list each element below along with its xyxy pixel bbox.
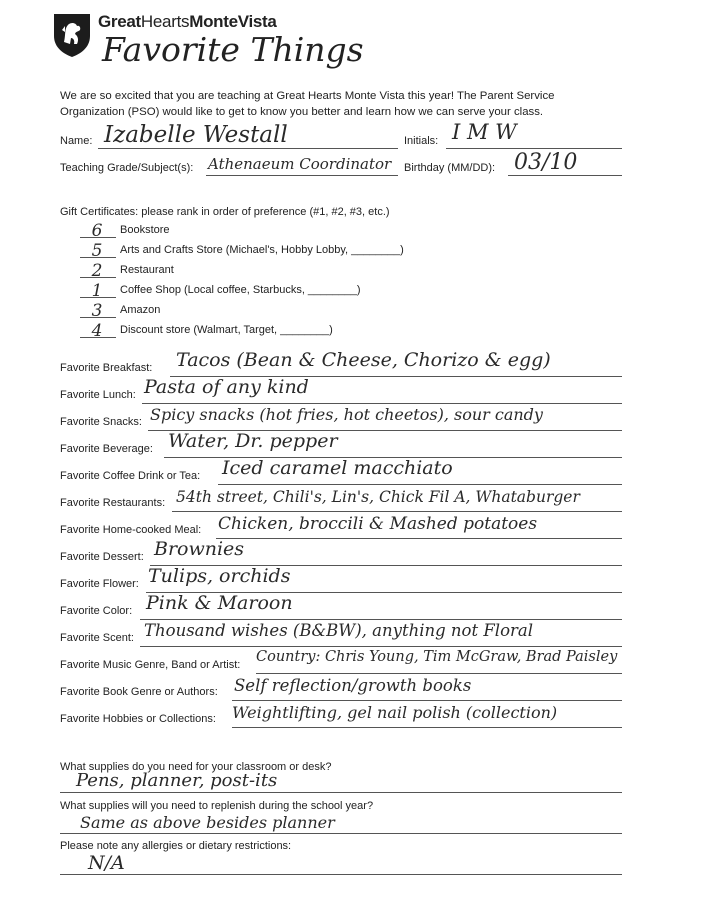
restaurants-value[interactable]: 54th street, Chili's, Lin's, Chick Fil A, Whataburger (176, 488, 580, 506)
intro-paragraph: We are so excited that you are teaching at Great Hearts Monte Vista this year! The Parent Service Organization (PSO) would like to get to know you better and learn how we can serve your class. (60, 90, 555, 118)
lunch-value[interactable]: Pasta of any kind (144, 376, 309, 398)
birthday-label: Birthday (MM/DD): (404, 162, 496, 174)
hobbies-value[interactable]: Weightlifting, gel nail polish (collection) (232, 703, 558, 722)
snacks-label: Favorite Snacks: (60, 416, 142, 428)
rank-restaurant[interactable]: 2 (91, 261, 103, 281)
rank-arts-crafts[interactable]: 5 (91, 241, 103, 261)
scent-value[interactable]: Thousand wishes (B&BW), anything not Floral (144, 621, 534, 640)
replenish-question: What supplies will you need to replenish during the school year? (60, 800, 374, 812)
supplies-answer[interactable]: Pens, planner, post-its (76, 770, 278, 791)
rank-discount-store[interactable]: 4 (91, 321, 103, 341)
rank-bookstore[interactable]: 6 (91, 221, 103, 241)
flower-value[interactable]: Tulips, orchids (148, 565, 291, 587)
music-value[interactable]: Country: Chris Young, Tim McGraw, Brad Paisley (256, 649, 618, 665)
color-label: Favorite Color: (60, 605, 133, 617)
rank-coffee-shop[interactable]: 1 (91, 281, 103, 301)
dessert-value[interactable]: Brownies (154, 538, 245, 560)
brand-name: GreatHeartsMonteVista (98, 12, 277, 31)
restaurants-label: Favorite Restaurants: (60, 497, 166, 509)
book-value[interactable]: Self reflection/growth books (234, 676, 472, 695)
breakfast-value[interactable]: Tacos (Bean & Cheese, Chorizo & egg) (176, 349, 551, 371)
scent-label: Favorite Scent: (60, 632, 134, 644)
gift-discount-store-label: Discount store (Walmart, Target, ________) (120, 324, 333, 336)
allergies-answer[interactable]: N/A (88, 852, 125, 874)
hobbies-label: Favorite Hobbies or Collections: (60, 713, 216, 725)
music-label: Favorite Music Genre, Band or Artist: (60, 659, 241, 671)
beverage-value[interactable]: Water, Dr. pepper (168, 430, 338, 452)
school-crest-logo (52, 12, 92, 58)
rank-amazon[interactable]: 3 (91, 301, 103, 321)
gift-amazon-label: Amazon (120, 304, 161, 316)
snacks-value[interactable]: Spicy snacks (hot fries, hot cheetos), sour candy (150, 405, 543, 424)
color-value[interactable]: Pink & Maroon (146, 592, 293, 614)
gift-coffee-shop-label: Coffee Shop (Local coffee, Starbucks, ________) (120, 284, 361, 296)
grade-value[interactable]: Athenaeum Coordinator (208, 155, 392, 173)
beverage-label: Favorite Beverage: (60, 443, 153, 455)
gift-restaurant-label: Restaurant (120, 264, 174, 276)
gift-heading: Gift Certificates: please rank in order of preference (#1, #2, #3, etc.) (60, 206, 390, 218)
birthday-value[interactable]: 03/10 (514, 150, 578, 175)
coffee-drink-label: Favorite Coffee Drink or Tea: (60, 470, 201, 482)
replenish-answer[interactable]: Same as above besides planner (80, 813, 335, 832)
allergies-question: Please note any allergies or dietary restrictions: (60, 840, 292, 852)
supplies-question: What supplies do you need for your classroom or desk? (60, 761, 332, 773)
gift-bookstore-label: Bookstore (120, 224, 170, 236)
coffee-drink-value[interactable]: Iced caramel macchiato (222, 457, 453, 479)
dessert-label: Favorite Dessert: (60, 551, 144, 563)
breakfast-label: Favorite Breakfast: (60, 362, 153, 374)
book-label: Favorite Book Genre or Authors: (60, 686, 218, 698)
lunch-label: Favorite Lunch: (60, 389, 136, 401)
home-meal-value[interactable]: Chicken, broccili & Mashed potatoes (218, 514, 538, 534)
name-value[interactable]: Izabelle Westall (104, 122, 288, 148)
form-title: Favorite Things (102, 30, 364, 69)
flower-label: Favorite Flower: (60, 578, 139, 590)
initials-label: Initials: (404, 135, 439, 147)
initials-value[interactable]: I M W (452, 120, 517, 144)
gift-arts-crafts-label: Arts and Crafts Store (Michael's, Hobby Lobby, ________) (120, 244, 404, 256)
home-meal-label: Favorite Home-cooked Meal: (60, 524, 202, 536)
name-label: Name: (60, 135, 93, 147)
grade-label: Teaching Grade/Subject(s): (60, 162, 194, 174)
